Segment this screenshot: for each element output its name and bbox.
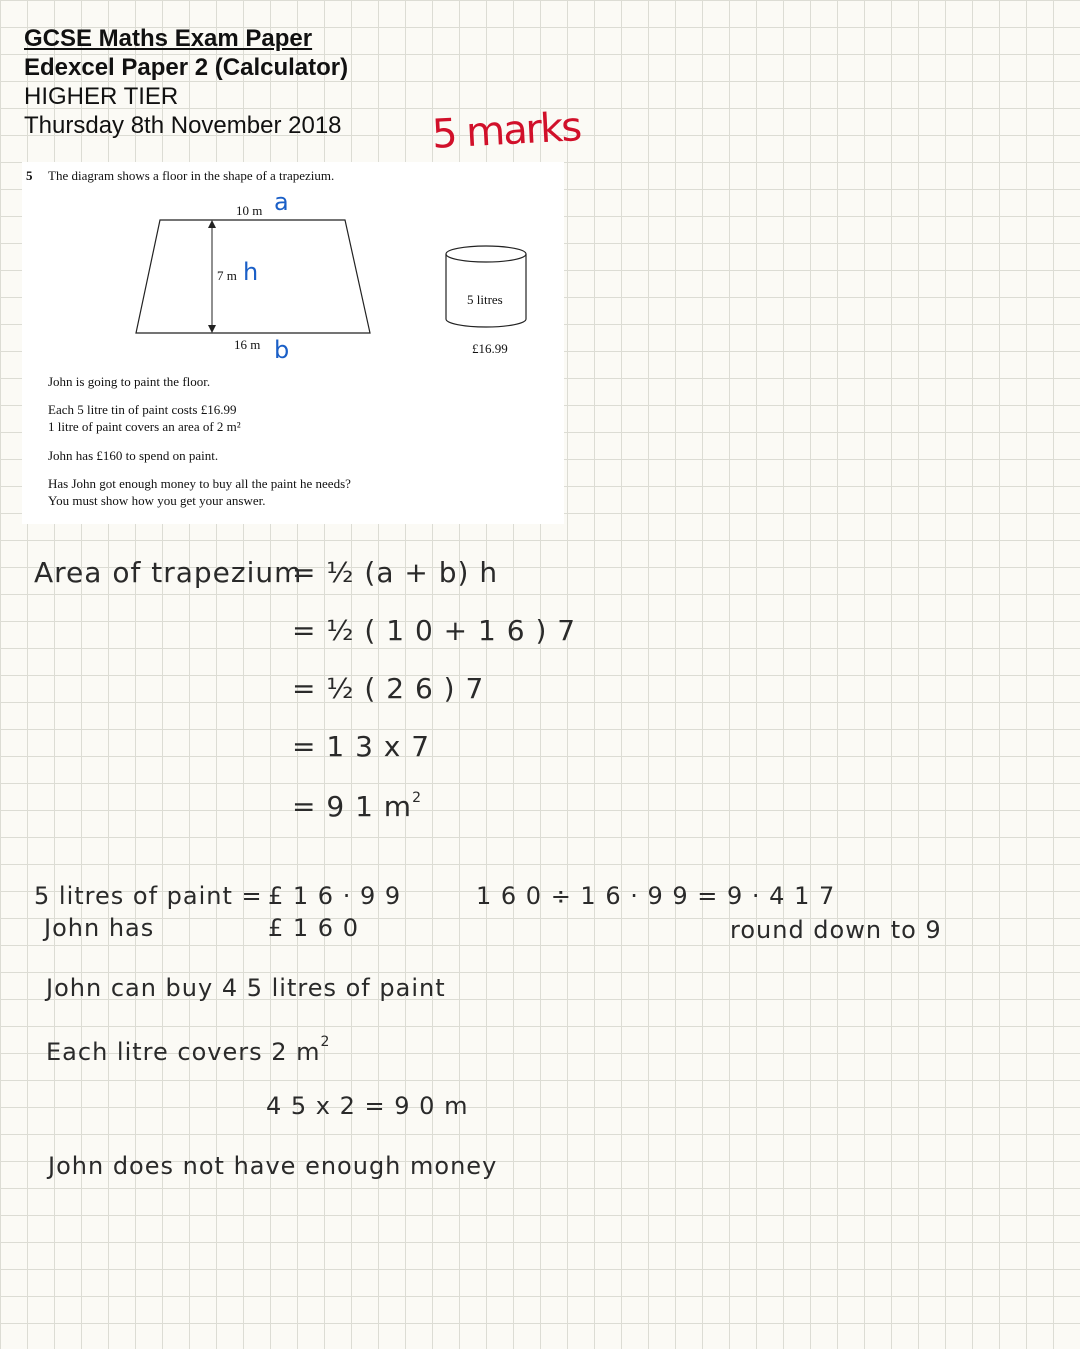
round-down: round down to 9 (730, 916, 942, 944)
coverage: 4 5 x 2 = 9 0 m (266, 1092, 469, 1120)
question-line-5: Has John got enough money to buy all the paint he needs? (48, 476, 351, 491)
bottom-side-label: 16 m (234, 337, 261, 352)
question-line-6: You must show how you get your answer. (48, 493, 266, 508)
each-litre-sup: 2 (320, 1034, 331, 1050)
question-line-2: Each 5 litre tin of paint costs £16.99 (48, 402, 237, 417)
paint-label: 5 litres of paint = (34, 882, 263, 910)
annot-a: a (274, 188, 289, 216)
john-has-label: John has (44, 914, 155, 942)
header-date: Thursday 8th November 2018 (24, 112, 342, 139)
conclusion: John does not have enough money (48, 1152, 498, 1180)
can-buy: John can buy 4 5 litres of paint (46, 974, 446, 1002)
page-header (24, 24, 348, 140)
each-litre-text: Each litre covers 2 m (46, 1038, 321, 1066)
step-1: = ½ (a + b) h (292, 556, 499, 589)
question-box (22, 162, 564, 524)
tin-top (446, 246, 526, 262)
step-2: = ½ ( 1 0 + 1 6 ) 7 (292, 614, 577, 647)
step-5-sup: 2 (412, 790, 422, 806)
tin-body (446, 254, 526, 327)
tin-price: £16.99 (472, 341, 508, 356)
question-line-3: 1 litre of paint covers an area of 2 m² (48, 419, 241, 434)
john-has-value: £ 1 6 0 (268, 914, 359, 942)
annot-h: h (243, 258, 259, 286)
each-litre (46, 1034, 330, 1066)
marks-note: 5 marks (430, 104, 582, 158)
height-arrow-bottom (208, 325, 216, 333)
header-paper: Edexcel Paper 2 (Calculator) (24, 54, 349, 81)
question-intro: The diagram shows a floor in the shape of a trapezium. (48, 168, 335, 183)
question-line-4: John has £160 to spend on paint. (48, 448, 219, 463)
header-title: GCSE Maths Exam Paper (24, 25, 313, 52)
step-3: = ½ ( 2 6 ) 7 (292, 672, 485, 705)
header-tier: HIGHER TIER (24, 83, 179, 110)
trapezium-diagram (22, 162, 564, 362)
step-5-text: = 9 1 m (292, 790, 413, 823)
tin-volume: 5 litres (467, 292, 503, 307)
step-4: = 1 3 x 7 (292, 730, 431, 763)
area-label: Area of trapezium (34, 556, 303, 589)
height-label: 7 m (217, 268, 237, 283)
paint-cost: £ 1 6 · 9 9 (268, 882, 402, 910)
division: 1 6 0 ÷ 1 6 · 9 9 = 9 · 4 1 7 (476, 882, 836, 910)
question-line-1: John is going to paint the floor. (48, 374, 211, 389)
top-side-label: 10 m (236, 203, 263, 218)
annot-b: b (274, 336, 290, 364)
height-arrow-top (208, 220, 216, 228)
question-number: 5 (26, 168, 33, 183)
step-5 (292, 790, 422, 823)
